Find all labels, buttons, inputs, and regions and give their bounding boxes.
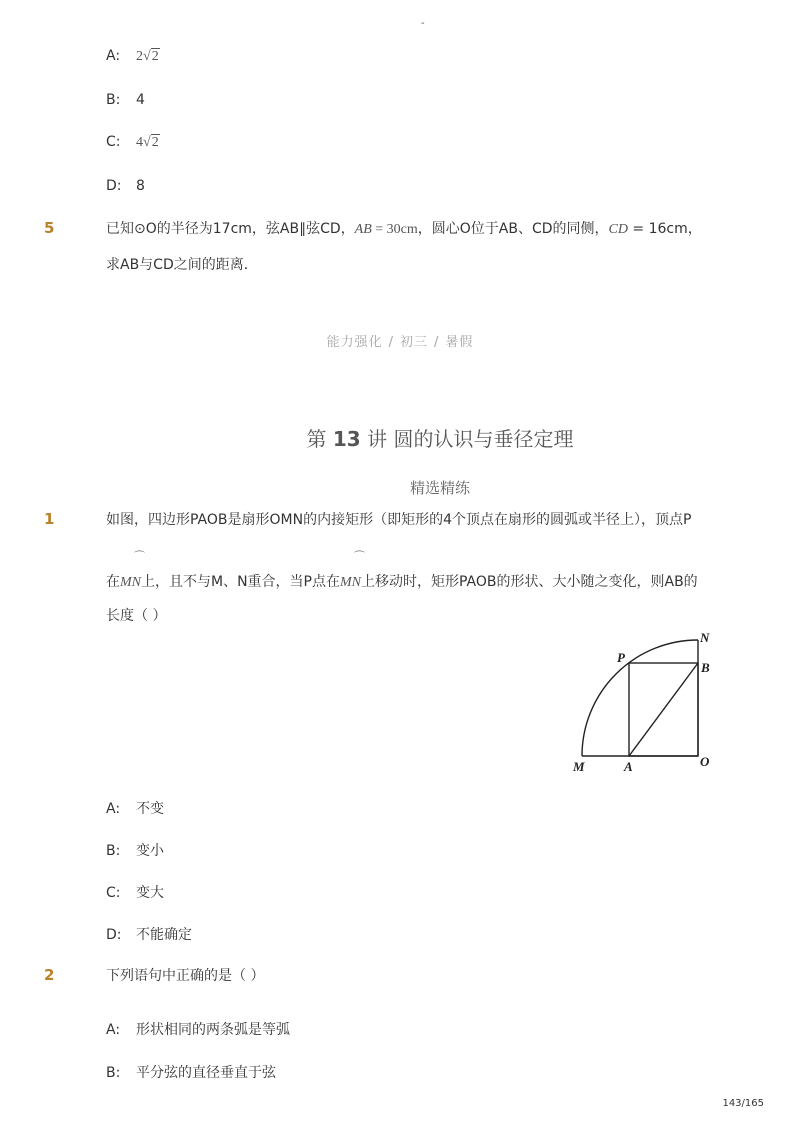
segment-ab: [629, 663, 698, 756]
option-label: C:: [106, 134, 121, 150]
q1-option-d[interactable]: [106, 924, 192, 944]
sector-rectangle-figure: [570, 626, 720, 776]
lecture-title: 第 13 讲 圆的认识与垂径定理: [306, 427, 574, 451]
prev-option-d[interactable]: [106, 178, 145, 194]
q1-option-b[interactable]: [106, 840, 164, 860]
question-number: 2: [44, 966, 55, 984]
option-label: D:: [106, 927, 122, 943]
label-m: M: [573, 759, 585, 774]
question-5-line-1: 已知⊙O的半径为17cm，弦AB∥弦CD，AB = 30cm，圆心O位于AB、CD的同侧，CD = 16cm，: [106, 221, 702, 237]
option-text: 8: [136, 178, 145, 194]
arc-mn: [582, 640, 698, 756]
option-text: 不能确定: [136, 927, 192, 943]
option-label: B:: [106, 1065, 121, 1081]
option-text: 变大: [136, 885, 164, 901]
question-2-text: 下列语句中正确的是（ ）: [106, 968, 265, 984]
option-label: B:: [106, 843, 121, 859]
label-n: N: [700, 630, 710, 645]
q1-option-c[interactable]: [106, 882, 164, 902]
prev-option-a[interactable]: [106, 48, 160, 65]
sqrt-expression: 2√2: [136, 49, 159, 64]
top-mark: -: [421, 18, 425, 29]
q2-option-a[interactable]: [106, 1019, 290, 1039]
prev-option-c[interactable]: [106, 134, 160, 151]
sqrt-expression: 4√2: [136, 135, 159, 150]
option-label: D:: [106, 178, 122, 194]
option-text: 变小: [136, 843, 164, 859]
question-number: 1: [44, 510, 55, 528]
q1-option-a[interactable]: [106, 798, 164, 818]
option-label: C:: [106, 885, 121, 901]
page-number: 143/165: [722, 1098, 764, 1109]
prev-option-b[interactable]: [106, 92, 145, 108]
option-text: 形状相同的两条弧是等弧: [136, 1022, 290, 1038]
label-o: O: [700, 754, 710, 769]
option-label: A:: [106, 48, 121, 64]
option-text: 4: [136, 92, 145, 108]
q2-option-b[interactable]: [106, 1062, 276, 1082]
label-a: A: [624, 759, 633, 774]
label-p: P: [617, 650, 625, 665]
option-text: 不变: [136, 801, 164, 817]
option-label: B:: [106, 92, 121, 108]
question-number: 5: [44, 219, 55, 237]
option-text: 平分弦的直径垂直于弦: [136, 1065, 276, 1081]
question-1-line-3: 长度（ ）: [106, 608, 167, 624]
section-title: 精选精练: [409, 479, 470, 497]
question-5-line-2: 求AB与CD之间的距离．: [106, 257, 258, 273]
option-label: A:: [106, 801, 121, 817]
option-label: A:: [106, 1022, 121, 1038]
question-1-line-1: 如图，四边形PAOB是扇形OMN的内接矩形（即矩形的4个顶点在扇形的圆弧或半径上），顶点P: [106, 512, 692, 528]
question-1-line-2: 在⌒ MN上，且不与M、N重合，当P点在⌒ MN上移动时，矩形PAOB的形状、大小随之变化，则AB的: [106, 572, 698, 593]
label-b: B: [701, 660, 710, 675]
breadcrumb: 能力强化 / 初三 / 暑假: [326, 335, 474, 350]
